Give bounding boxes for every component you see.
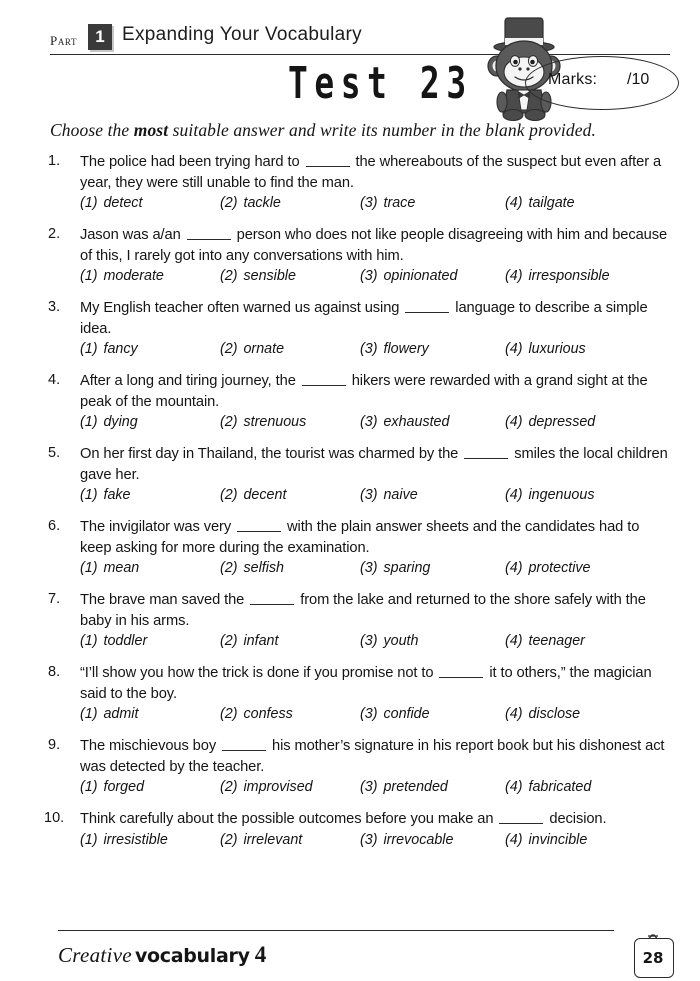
option-choice[interactable] [505,195,575,211]
option-text: invincible [528,831,588,848]
option-text: protective [528,560,591,576]
option-choice[interactable] [220,560,284,576]
answer-blank[interactable] [439,664,483,678]
option-choice[interactable] [220,706,293,722]
question-item [0,371,700,436]
option-text: pretended [383,779,448,795]
option-text: trace [383,195,416,211]
answer-blank[interactable] [237,518,281,532]
question-stem [80,444,672,485]
option-choice[interactable] [220,487,286,503]
option-choice[interactable] [505,341,586,357]
question-number: 9. [48,737,61,753]
option-tag: (4) [505,195,523,211]
brand-creative: Creative [58,943,132,967]
option-tag: (1) [80,706,98,722]
answer-blank[interactable] [222,737,266,751]
option-text: fabricated [528,779,592,795]
option-row [80,341,680,363]
option-text: fancy [103,341,138,357]
option-choice[interactable] [220,268,296,284]
option-row [80,706,680,728]
option-choice[interactable] [360,195,415,211]
option-text: luxurious [528,341,586,357]
option-text: tackle [243,195,281,211]
question-stem [80,736,672,777]
question-stem [80,225,672,266]
option-text: irrelevant [243,831,303,848]
option-tag: (1) [80,414,98,430]
option-text: improvised [243,779,313,795]
option-choice[interactable] [220,414,306,430]
option-tag: (4) [505,414,523,430]
answer-blank[interactable] [250,591,294,605]
question-list [0,152,700,862]
part-number-badge: 1 [88,24,112,50]
option-choice[interactable] [80,195,142,211]
question-number: 1. [48,153,61,169]
question-item [0,590,700,655]
option-choice[interactable] [360,832,453,848]
option-choice[interactable] [360,487,418,503]
option-tag: (4) [505,706,523,722]
option-choice[interactable] [360,560,430,576]
stem-text: with the plain answer sheets and the candidates had to keep asking for more during the examination. [80,519,640,556]
option-row [80,560,680,582]
option-tag: (2) [220,779,238,795]
option-text: infant [243,633,279,649]
question-number: 4. [48,372,61,388]
question-stem [80,371,672,412]
option-tag: (2) [220,831,238,848]
option-text: selfish [243,560,285,576]
brand-level: 4 [254,942,267,967]
question-stem [80,590,672,631]
option-text: irresponsible [528,268,610,284]
option-text: confide [383,706,430,722]
question-number: 7. [48,591,61,607]
option-text: ingenuous [528,487,595,503]
option-tag: (3) [360,633,378,649]
option-choice[interactable] [220,779,313,795]
stem-text: The police had been trying hard to [80,154,304,170]
option-tag: (4) [505,779,523,795]
option-tag: (2) [220,341,238,357]
option-choice[interactable] [220,195,281,211]
question-stem [80,663,672,704]
option-row [80,268,680,290]
answer-blank[interactable] [187,226,231,240]
option-tag: (2) [220,560,238,576]
option-choice[interactable] [360,341,429,357]
option-tag: (2) [220,706,238,722]
question-number: 6. [48,518,61,534]
option-row [80,195,680,217]
option-tag: (2) [220,633,238,649]
option-tag: (3) [360,341,378,357]
question-item [0,152,700,217]
option-text: moderate [103,268,164,284]
question-item [0,517,700,582]
option-choice[interactable] [220,341,284,357]
option-tag: (2) [220,268,238,284]
option-row [80,832,680,854]
option-choice[interactable] [505,633,585,649]
question-item [0,444,700,509]
option-tag: (1) [80,779,98,795]
option-choice[interactable] [505,779,591,795]
option-choice[interactable] [360,633,418,649]
marks-label: Marks: [548,71,598,88]
option-text: dying [103,414,138,430]
option-choice[interactable] [360,268,457,284]
option-choice[interactable] [80,487,131,503]
option-text: disclose [528,706,581,722]
stem-text: the whereabouts of the suspect but even after a year, they were still unable to find the man. [80,154,662,191]
option-text: forged [103,779,145,795]
option-text: teenager [528,633,585,649]
option-tag: (1) [80,633,98,649]
option-tag: (1) [80,487,98,503]
question-number: 8. [48,664,61,680]
stem-text: his mother’s signature in his report book but his dishonest act was detected by the teacher. [80,738,665,775]
option-row [80,414,680,436]
stem-text: On her first day in Thailand, the tourist was charmed by the [80,446,463,462]
option-text: mean [103,560,140,576]
option-text: detect [103,195,143,211]
stem-text: it to others,” the magician said to the boy. [80,665,652,702]
stem-text: from the lake and returned to the shore safely with the baby in his arms. [80,592,646,629]
option-tag: (2) [220,414,238,430]
question-stem [80,152,672,193]
option-text: depressed [528,414,596,430]
option-choice[interactable] [360,779,448,795]
question-number: 10. [44,810,65,826]
question-number: 2. [48,226,61,242]
option-text: irresistible [103,831,168,848]
header-divider [50,54,670,55]
option-tag: (4) [505,633,523,649]
option-tag: (1) [80,268,98,284]
question-number: 3. [48,299,61,315]
option-tag: (1) [80,195,98,211]
option-choice[interactable] [505,832,587,848]
part-title: Expanding Your Vocabulary [122,24,362,45]
question-stem [80,517,672,558]
stem-text: language to describe a simple idea. [80,300,648,337]
answer-blank[interactable] [306,153,350,167]
option-choice[interactable] [505,414,595,430]
option-text: fake [103,487,131,503]
option-choice[interactable] [80,779,144,795]
option-tag: (2) [220,195,238,211]
option-text: sparing [383,560,431,576]
option-text: opinionated [383,268,458,284]
option-tag: (1) [80,560,98,576]
option-tag: (2) [220,487,238,503]
option-row [80,633,680,655]
answer-blank[interactable] [499,810,543,824]
instruction-before: Choose the [50,120,134,140]
option-tag: (1) [80,341,98,357]
option-text: irrevocable [383,831,454,848]
question-stem [80,809,672,830]
question-item [0,298,700,363]
option-row [80,779,680,801]
option-choice[interactable] [80,633,147,649]
option-choice[interactable] [360,414,449,430]
option-text: decent [243,487,287,503]
option-choice[interactable] [505,560,590,576]
instruction-after: suitable answer and write its number in the blank provided. [168,120,596,140]
footer-divider [58,930,614,931]
stem-text: Jason was a/an [80,227,185,243]
option-tag: (3) [360,706,378,722]
option-tag: (3) [360,414,378,430]
option-row [80,487,680,509]
option-tag: (4) [505,831,523,848]
option-text: confess [243,706,293,722]
stem-text: “I’ll show you how the trick is done if you promise not to [80,665,438,681]
option-choice[interactable] [360,706,430,722]
option-tag: (3) [360,560,378,576]
option-text: youth [383,633,419,649]
marks-total: /10 [627,71,650,88]
option-choice[interactable] [80,706,138,722]
question-item [0,736,700,801]
option-tag: (4) [505,341,523,357]
option-choice[interactable] [80,414,138,430]
answer-blank[interactable] [464,445,508,459]
option-text: flowery [383,341,429,357]
part-label: Part [50,33,78,48]
stem-text: The invigilator was very [80,519,236,535]
answer-blank[interactable] [405,299,449,313]
option-choice[interactable] [505,268,610,284]
stem-text: The mischievous boy [80,738,221,754]
stem-text: The brave man saved the [80,592,249,608]
option-text: exhausted [383,414,450,430]
option-text: tailgate [528,195,575,211]
question-item [0,225,700,290]
option-choice[interactable] [80,268,164,284]
option-text: toddler [103,633,148,649]
option-choice[interactable] [220,633,278,649]
option-tag: (3) [360,831,378,848]
stem-text: After a long and tiring journey, the [80,373,300,389]
option-text: ornate [243,341,285,357]
footer-brand [58,942,266,968]
option-tag: (4) [505,560,523,576]
question-number: 5. [48,445,61,461]
option-text: naive [383,487,418,503]
stem-text: Think carefully about the possible outcomes before you make an [80,811,498,827]
option-choice[interactable] [80,560,139,576]
option-tag: (3) [360,195,378,211]
option-text: sensible [243,268,296,284]
stem-text: smiles the local children gave her. [80,446,668,483]
option-tag: (3) [360,487,378,503]
question-item [0,809,700,854]
option-tag: (1) [80,831,98,848]
stem-text: hikers were rewarded with a grand sight at the peak of the mountain. [80,373,648,410]
stem-text: person who does not like people disagreeing with him and because of this, I rarely got into any conversations with him. [80,227,668,264]
option-tag: (4) [505,487,523,503]
instruction-line [50,120,675,141]
option-choice[interactable] [505,487,594,503]
answer-blank[interactable] [302,372,346,386]
option-tag: (4) [505,268,523,284]
question-item [0,663,700,728]
option-choice[interactable] [505,706,580,722]
option-choice[interactable] [220,832,302,848]
option-choice[interactable] [80,832,168,848]
brand-vocabulary: vocabulary [134,945,250,967]
page-title: Test 23 [288,59,473,109]
option-text: admit [103,706,139,722]
page-number: 28 [642,949,664,967]
question-stem [80,298,672,339]
option-text: strenuous [243,414,307,430]
option-tag: (3) [360,779,378,795]
stem-text: decision. [545,811,607,827]
option-choice[interactable] [80,341,138,357]
option-tag: (3) [360,268,378,284]
instruction-emphasis: most [133,120,169,140]
stem-text: My English teacher often warned us against using [80,300,404,316]
